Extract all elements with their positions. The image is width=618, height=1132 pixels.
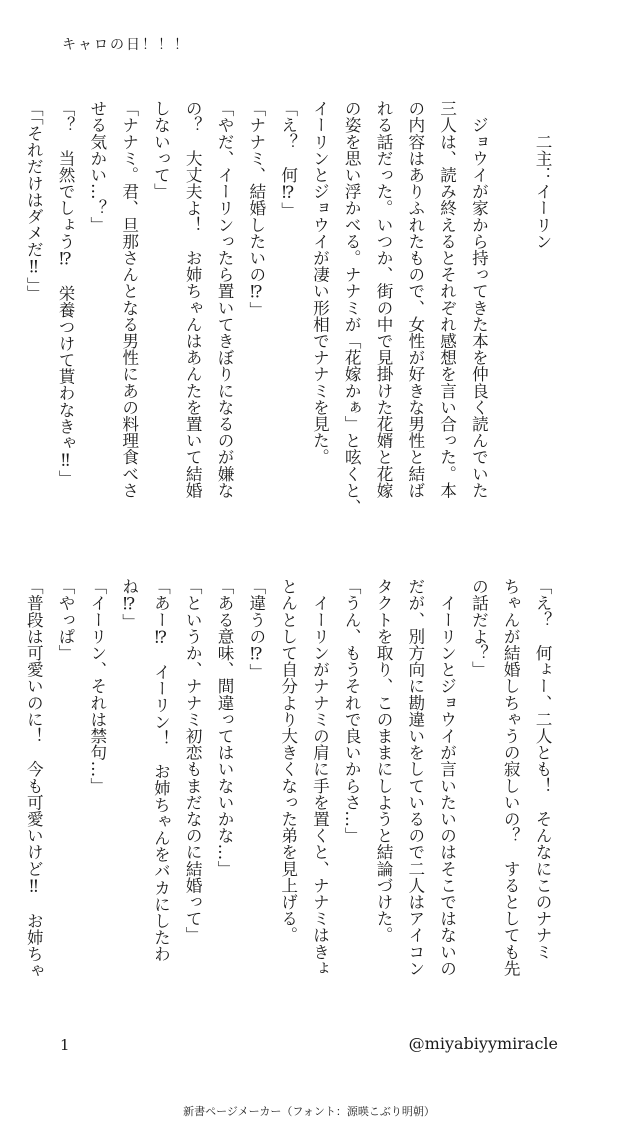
text-line: 「うん、もうそれで良いからさ…」 <box>342 578 362 844</box>
text-line: の内容はありふれたもので、女性が好きな男性と結ば <box>405 100 425 499</box>
author-handle: @miyabiyymiracle <box>408 1034 558 1053</box>
text-line: ね⁉」 <box>119 578 139 631</box>
text-line: 「イーリン、それは禁句…」 <box>87 578 107 794</box>
text-line: せる気かい…？」 <box>87 100 107 233</box>
text-line: 「え？ 何ょー、二人とも！ そんなにこのナナミ <box>533 578 552 960</box>
text-line: イーリンとジョウイが言いたいのはそこではないの <box>437 578 457 977</box>
text-line: タクトを取り、このままにしようと結論づけた。 <box>374 578 394 944</box>
text-line-blank <box>494 100 526 512</box>
text-line: イーリンがナナミの肩に手を置くと、ナナミはきょ <box>310 578 330 977</box>
text-line: 「ある意味、間違ってはいないかな…」 <box>215 578 235 877</box>
text-line: イーリンとジョウイが凄い形相でナナミを見た。 <box>310 100 330 466</box>
text-line: 「普段は可愛いのに！ 今も可愛いけど‼ お姉ちゃ <box>24 578 44 979</box>
text-line: とんとして自分より大きくなった弟を見上げる。 <box>278 578 298 944</box>
text-line: だが、別方向に勘違いをしているので二人はアイコン <box>405 578 425 977</box>
page-header-title: キャロの日！！！ <box>62 37 190 53</box>
text-line: しないって」 <box>151 100 171 200</box>
text-line: ちゃんが結婚しちゃうの寂しいの？ するとしても先 <box>501 578 521 977</box>
text-line: 「というか、ナナミ初恋もまだなのに結婚って」 <box>183 578 203 944</box>
vertical-text-block-top <box>24 100 558 515</box>
text-line: 「？ 当然でしょう⁉ 栄養つけて貰わなきゃ‼」 <box>56 100 76 487</box>
text-line: 二主：イーリン <box>533 100 552 250</box>
text-line: 三人は、読み終えるとそれぞれ感想を言い合った。本 <box>437 100 457 499</box>
text-line: 「ナナミ、結婚したいの⁉」 <box>246 100 266 319</box>
text-line: 「違うの⁉」 <box>246 578 266 680</box>
text-line: の姿を思い浮かべる。ナナミが「花嫁かぁ」と呟くと、 <box>342 100 362 515</box>
text-line: の？ 大丈夫よ！ お姉ちゃんはあんたを置いて結婚 <box>183 100 203 499</box>
text-line: 「あー⁉ イーリン！ お姉ちゃんをバカにしたわ <box>151 578 171 963</box>
text-line: ジョウイが家から持ってきた本を仲良く読んでいた <box>469 100 489 499</box>
text-line: 「「それだけはダメだ‼」」 <box>24 100 44 302</box>
text-line: 「やだ、イーリンったら置いてきぼりになるのが嫌な <box>215 100 235 499</box>
text-line: の話だよ？」 <box>469 578 489 678</box>
vertical-text-block-bottom <box>24 578 558 990</box>
text-line: 「やっぱ」 <box>56 578 76 661</box>
text-line: 「え？ 何⁉」 <box>278 100 298 219</box>
text-line: 「ナナミ。君、旦那さんとなる男性にあの料理食べさ <box>119 100 139 499</box>
page-number: 1 <box>60 1036 70 1054</box>
text-line: れる話だった。いつか、街の中で見掛けた花婿と花嫁 <box>374 100 394 499</box>
footer-credit: 新書ページメーカー（フォント：源暎こぶり明朝） <box>183 1105 435 1118</box>
